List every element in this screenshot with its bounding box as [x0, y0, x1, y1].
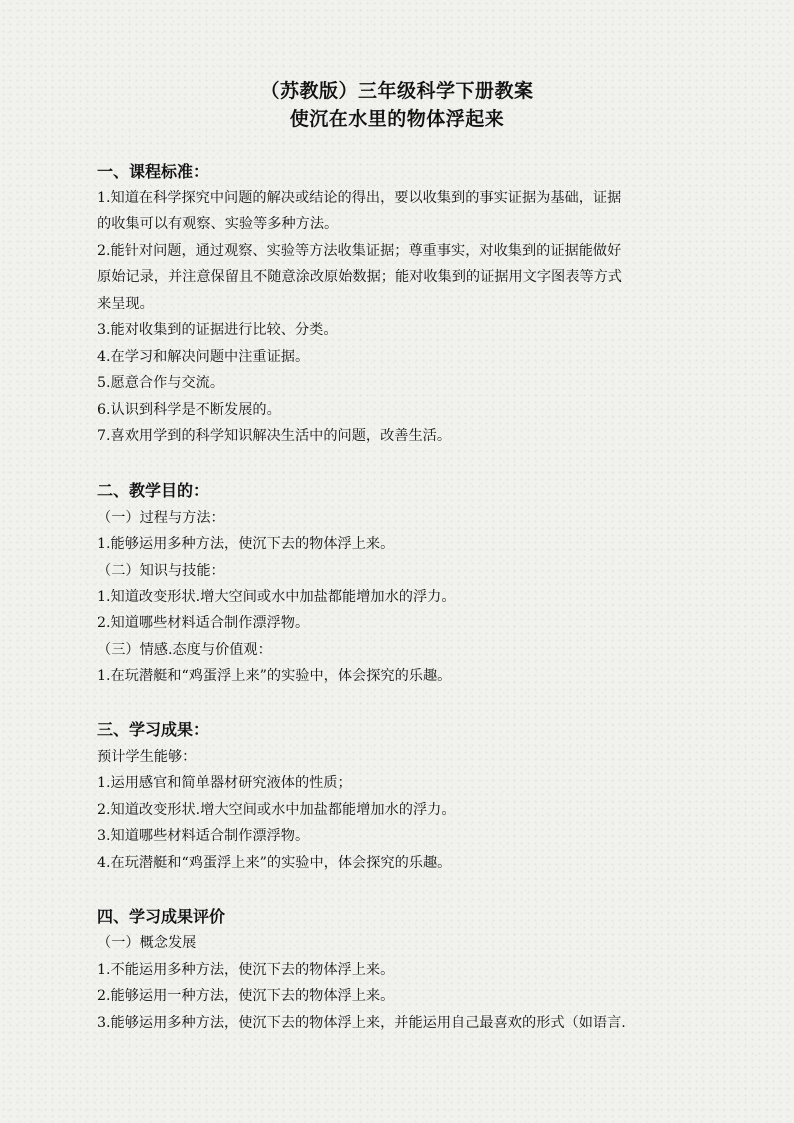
text-line: 5.愿意合作与交流。	[97, 375, 225, 391]
text-line: （一）概念发展	[97, 935, 197, 951]
text-line: 4.在学习和解决问题中注重证据。	[97, 349, 310, 365]
text-line: 2.能够运用一种方法，使沉下去的物体浮上来。	[97, 988, 395, 1004]
text-line: 1.运用感官和简单器材研究液体的性质；	[97, 775, 352, 791]
text-line: 2.知道改变形状.增大空间或水中加盐都能增加水的浮力。	[97, 802, 456, 818]
text-line: 来呈现。	[97, 296, 154, 312]
text-line: 3.知道哪些材料适合制作漂浮物。	[97, 828, 310, 844]
text-line: 3.能对收集到的证据进行比较、分类。	[97, 322, 338, 338]
text-line: 4.在玩潜艇和“鸡蛋浮上来”的实验中，体会探究的乐趣。	[97, 855, 452, 871]
text-line: 的收集可以有观察、实验等多种方法。	[97, 216, 339, 232]
text-line: 1.知道在科学探究中问题的解决或结论的得出，要以收集到的事实证据为基础，证据	[97, 190, 622, 206]
document-title: （苏教版）三年级科学下册教案	[260, 80, 534, 102]
text-line: （三）情感.态度与价值观：	[97, 642, 272, 658]
document-subtitle: 使沉在水里的物体浮起来	[289, 108, 505, 130]
text-line: 1.知道改变形状.增大空间或水中加盐都能增加水的浮力。	[97, 589, 456, 605]
text-line: 3.能够运用多种方法，使沉下去的物体浮上来，并能运用自己最喜欢的形式（如语言.	[97, 1015, 626, 1031]
text-line: 1.不能运用多种方法，使沉下去的物体浮上来。	[97, 962, 395, 978]
text-line: 7.喜欢用学到的科学知识解决生活中的问题，改善生活。	[97, 428, 452, 444]
section-heading-curriculum: 一、课程标准：	[97, 162, 210, 181]
text-line: 2.知道哪些材料适合制作漂浮物。	[97, 615, 310, 631]
text-line: 1.能够运用多种方法，使沉下去的物体浮上来。	[97, 536, 395, 552]
section-heading-objectives: 二、教学目的：	[97, 481, 210, 500]
section-heading-evaluation: 四、学习成果评价	[97, 907, 226, 926]
text-line: 原始记录，并注意保留且不随意涂改原始数据；能对收集到的证据用文字图表等方式	[97, 269, 622, 285]
text-line: 1.在玩潜艇和“鸡蛋浮上来”的实验中，体会探究的乐趣。	[97, 668, 452, 684]
text-line: 2.能针对问题，通过观察、实验等方法收集证据；尊重事实，对收集到的证据能做好	[97, 243, 622, 259]
section-heading-outcomes: 三、学习成果：	[97, 720, 210, 739]
text-line: 6.认识到科学是不断发展的。	[97, 402, 281, 418]
text-line: （二）知识与技能：	[97, 563, 225, 579]
text-line: 预计学生能够：	[97, 749, 197, 765]
text-line: （一）过程与方法：	[97, 510, 225, 526]
